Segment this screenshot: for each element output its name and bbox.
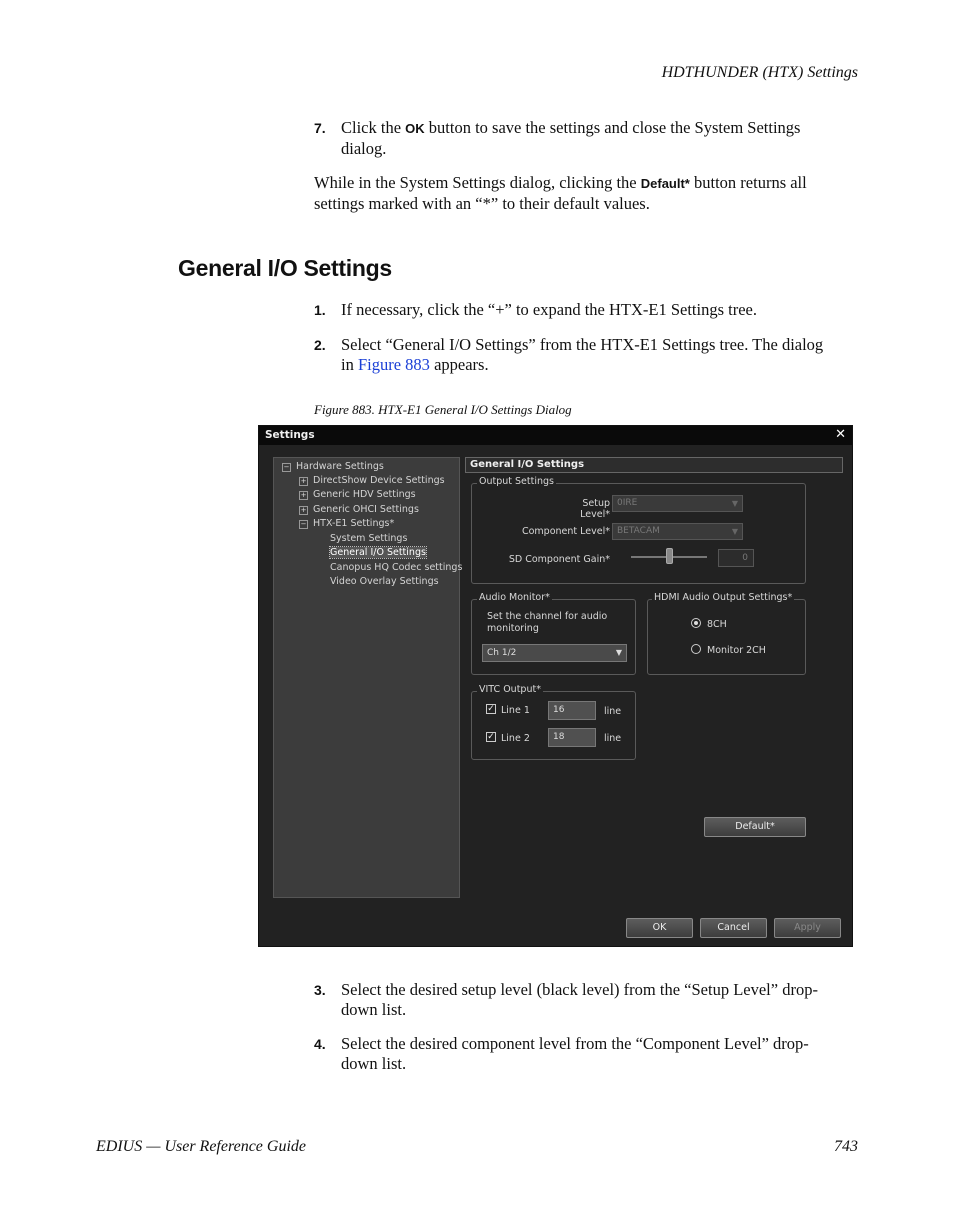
audio-monitor-label: Audio Monitor* xyxy=(479,592,550,603)
component-level-select[interactable] xyxy=(612,523,743,540)
chevron-down-icon: ▼ xyxy=(731,499,738,508)
line1-label[interactable]: Line 1 xyxy=(501,705,530,716)
sd-gain-label: SD Component Gain* xyxy=(508,554,610,565)
step-2-after: appears. xyxy=(429,355,489,374)
expand-icon[interactable]: + xyxy=(300,477,307,485)
step-3-line1: Select the desired setup level (black level) from the “Setup Level” drop- xyxy=(341,980,818,999)
step-4-line2: down list. xyxy=(341,1054,407,1073)
tree-item-label: HTX-E1 Settings* xyxy=(313,518,395,529)
step-number: 2. xyxy=(314,337,326,353)
tree-item-label: Generic OHCI Settings xyxy=(313,504,419,515)
intro-paragraph xyxy=(314,173,874,214)
radio-8ch[interactable] xyxy=(691,618,701,628)
line2-unit: line xyxy=(604,733,622,744)
cancel-button[interactable]: Cancel xyxy=(700,918,767,938)
collapse-icon[interactable]: − xyxy=(300,520,307,528)
tree-item-generic-hdv[interactable] xyxy=(299,489,416,500)
line1-checkbox[interactable]: ✓ xyxy=(487,704,495,714)
figure-caption: Figure 883. HTX-E1 General I/O Settings Dialog xyxy=(314,402,572,417)
panel-title: General I/O Settings xyxy=(470,459,585,470)
setup-level-select[interactable] xyxy=(612,495,743,512)
line1-unit: line xyxy=(604,706,622,717)
step-3-line2: down list. xyxy=(341,1000,407,1019)
setup-level-label: Setup Level* xyxy=(580,498,610,520)
sd-gain-slider-thumb[interactable] xyxy=(666,548,673,564)
step-3-text xyxy=(341,980,871,1020)
step-2-line1: Select “General I/O Settings” from the HTX-E1 Settings tree. The dialog xyxy=(341,335,824,354)
audio-channel-select[interactable] xyxy=(482,644,627,662)
step-number: 4. xyxy=(314,1036,326,1052)
component-level-value: BETACAM xyxy=(617,526,660,536)
step-number: 3. xyxy=(314,982,326,998)
audio-monitor-description-2: monitoring xyxy=(487,623,539,634)
tree-item-generic-ohci[interactable] xyxy=(299,504,419,515)
line2-input[interactable]: 18 xyxy=(548,728,596,747)
chevron-down-icon: ▼ xyxy=(731,527,738,536)
line2-label[interactable]: Line 2 xyxy=(501,733,530,744)
ok-ui-term: OK xyxy=(405,121,425,136)
audio-monitor-description-1: Set the channel for audio xyxy=(487,611,608,622)
sd-gain-value[interactable]: 0 xyxy=(718,549,754,567)
intro-before: While in the System Settings dialog, clicking the xyxy=(314,173,641,192)
tree-item-video-overlay[interactable]: Video Overlay Settings xyxy=(330,576,439,587)
tree-item-label: Generic HDV Settings xyxy=(313,489,416,500)
figure-link[interactable]: Figure 883 xyxy=(357,355,430,374)
audio-channel-value: Ch 1/2 xyxy=(487,648,517,658)
step-7-line2: dialog. xyxy=(341,139,387,158)
page-number: 743 xyxy=(834,1138,858,1155)
chevron-down-icon: ▼ xyxy=(615,648,622,657)
collapse-icon[interactable]: − xyxy=(283,463,290,471)
intro-after: button returns all xyxy=(689,173,807,192)
output-settings-label: Output Settings xyxy=(479,476,554,487)
radio-monitor-2ch-label[interactable]: Monitor 2CH xyxy=(707,645,766,656)
step-number: 7. xyxy=(314,120,326,136)
tree-item-hardware-settings[interactable] xyxy=(282,461,384,472)
default-button[interactable]: Default* xyxy=(704,817,806,837)
tree-item-general-io[interactable]: General I/O Settings xyxy=(330,547,426,558)
step-4-text xyxy=(341,1034,871,1074)
dialog-title: Settings xyxy=(265,429,315,441)
expand-icon[interactable]: + xyxy=(300,506,307,514)
component-level-label: Component Level* xyxy=(521,526,610,537)
step-2-text xyxy=(341,335,871,375)
step-7-text xyxy=(341,118,861,159)
settings-tree xyxy=(273,457,463,898)
step-2-before: in xyxy=(341,355,358,374)
panel-title-bar xyxy=(465,457,843,473)
tree-item-htx-e1[interactable] xyxy=(299,518,394,529)
step-number: 1. xyxy=(314,302,326,318)
settings-dialog xyxy=(258,425,853,947)
default-ui-term: Default* xyxy=(640,176,690,191)
ok-button[interactable]: OK xyxy=(626,918,693,938)
close-icon[interactable]: ✕ xyxy=(835,427,846,442)
radio-8ch-label[interactable]: 8CH xyxy=(707,619,727,630)
intro-line2: settings marked with an “*” to their default values. xyxy=(314,194,650,213)
footer-title: EDIUS — User Reference Guide xyxy=(96,1138,307,1155)
hdmi-audio-group xyxy=(647,599,806,675)
tree-item-directshow[interactable] xyxy=(299,475,445,486)
running-head: HDTHUNDER (HTX) Settings xyxy=(661,64,858,81)
setup-level-value: 0IRE xyxy=(617,498,638,508)
expand-icon[interactable]: + xyxy=(300,491,307,499)
vitc-output-label: VITC Output* xyxy=(479,684,541,695)
apply-button[interactable]: Apply xyxy=(774,918,841,938)
dialog-title-bar[interactable] xyxy=(259,426,852,445)
tree-item-system-settings[interactable]: System Settings xyxy=(330,533,408,544)
tree-item-canopus-hq[interactable]: Canopus HQ Codec settings xyxy=(330,562,463,573)
step-7-before: Click the xyxy=(341,118,406,137)
radio-monitor-2ch[interactable] xyxy=(691,644,701,654)
step-4-line1: Select the desired component level from the “Component Level” drop- xyxy=(341,1034,809,1053)
step-7-after: button to save the settings and close the System Settings xyxy=(424,118,801,137)
hdmi-audio-label: HDMI Audio Output Settings* xyxy=(654,592,793,603)
line2-checkbox[interactable]: ✓ xyxy=(487,732,495,742)
step-1-text: If necessary, click the “+” to expand the HTX-E1 Settings tree. xyxy=(341,300,757,319)
section-heading: General I/O Settings xyxy=(178,255,392,281)
tree-item-label: Hardware Settings xyxy=(296,461,384,472)
line1-input[interactable]: 16 xyxy=(548,701,596,720)
tree-item-label: DirectShow Device Settings xyxy=(313,475,445,486)
